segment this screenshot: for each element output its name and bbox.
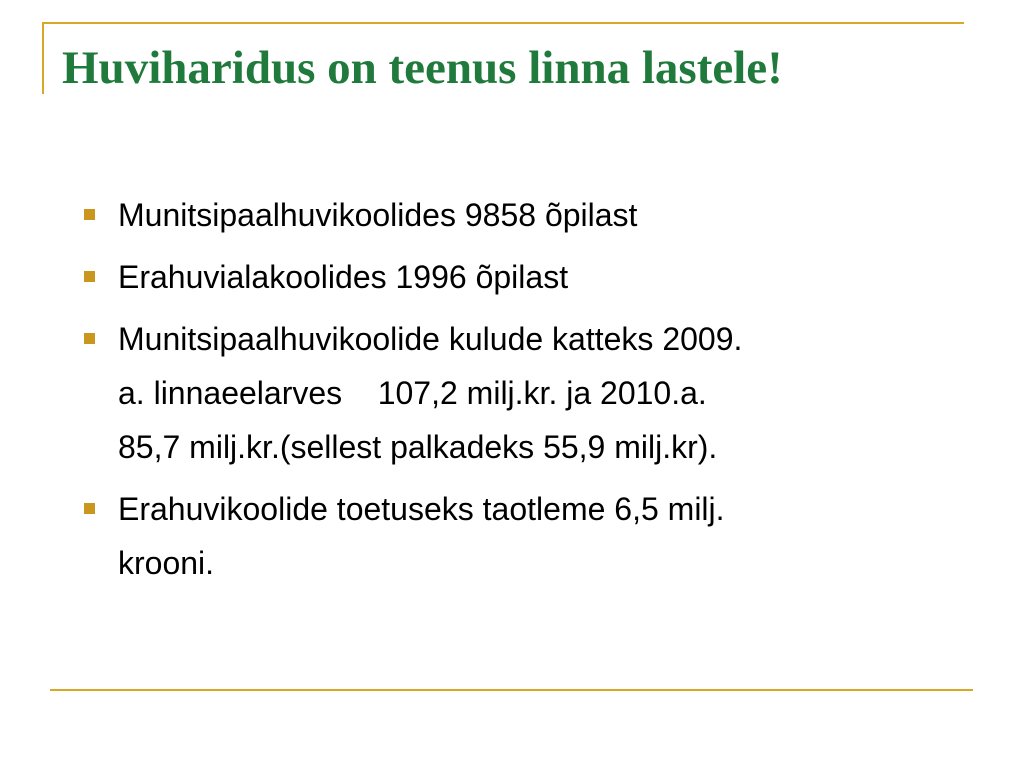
bullet-text: krooni. (118, 545, 215, 581)
bullet-text: Munitsipaalhuvikoolides 9858 õpilast (118, 197, 638, 233)
accent-line-bottom (50, 689, 973, 691)
bullet-text: 85,7 milj.kr.(sellest palkadeks 55,9 milj.kr). (118, 429, 718, 465)
bullet-text: Erahuvialakoolides 1996 õpilast (118, 259, 569, 295)
square-bullet-icon (84, 503, 95, 514)
square-bullet-icon (84, 333, 95, 344)
square-bullet-icon (84, 209, 95, 220)
bullet-text: a. linnaeelarves 107,2 milj.kr. ja 2010.a. (118, 375, 707, 411)
bullet-list (84, 188, 964, 598)
accent-line-top (42, 22, 964, 24)
square-bullet-icon (84, 271, 95, 282)
bullet-item (84, 250, 964, 304)
bullet-item (84, 312, 964, 474)
bullet-item (84, 482, 964, 590)
bullet-text: Munitsipaalhuvikoolide kulude katteks 2009. (118, 321, 743, 357)
slide-title: Huviharidus on teenus linna lastele! (62, 42, 783, 94)
accent-line-left (42, 22, 44, 94)
bullet-item (84, 188, 964, 242)
bullet-text: Erahuvikoolide toetuseks taotleme 6,5 milj. (118, 491, 725, 527)
